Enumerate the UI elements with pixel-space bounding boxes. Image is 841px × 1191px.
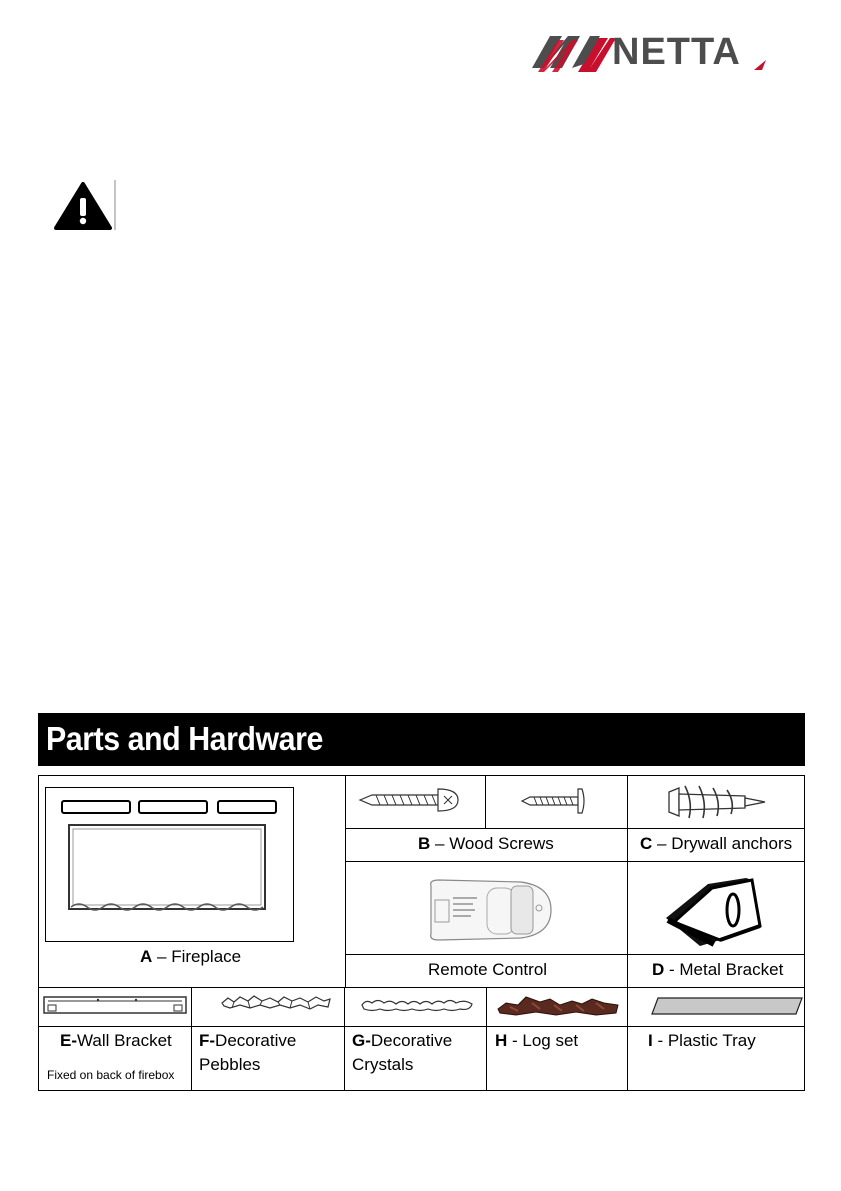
label-e-note: Fixed on back of firebox (47, 1068, 175, 1082)
part-name-c: Drywall anchors (671, 834, 793, 853)
part-sep-a: – (152, 947, 172, 966)
label-d (652, 959, 783, 981)
label-a (140, 946, 241, 968)
part-sep-i: - (652, 1031, 668, 1050)
section-title: Parts and Hardware (46, 720, 323, 757)
wood-screw-icon (520, 787, 595, 815)
part-letter-f: F- (199, 1031, 216, 1050)
part-letter-e: E- (60, 1031, 77, 1050)
crystals-icon (360, 995, 476, 1013)
remote-control-icon (425, 876, 555, 944)
part-sep-c: – (652, 834, 672, 853)
pebbles-icon (220, 993, 332, 1011)
part-name-d: Metal Bracket (679, 960, 784, 979)
label-f (199, 1030, 296, 1052)
label-remote: Remote Control (428, 960, 548, 979)
part-letter-c: C (640, 834, 653, 853)
part-name-h: Log set (522, 1031, 579, 1050)
section-header (38, 713, 805, 766)
part-letter-h: H (495, 1031, 508, 1050)
plastic-tray-icon (650, 994, 804, 1018)
label-c (640, 833, 792, 855)
part-sep-h: - (507, 1031, 523, 1050)
fireplace-icon (55, 797, 280, 917)
label-g (352, 1030, 452, 1052)
log-set-icon (496, 993, 620, 1017)
label-h (495, 1030, 578, 1052)
part-sep-d: - (664, 960, 680, 979)
brand-name: NETTA (612, 31, 741, 73)
label-f-line2: Pebbles (199, 1055, 261, 1074)
part-name-a: Fireplace (171, 947, 242, 966)
part-name-g: Decorative (370, 1031, 453, 1050)
wall-bracket-icon (42, 995, 188, 1017)
logo-accent (752, 58, 770, 72)
part-name-f: Decorative (215, 1031, 297, 1050)
label-e (60, 1030, 172, 1052)
part-name-e: Wall Bracket (77, 1031, 172, 1050)
label-i (648, 1030, 756, 1052)
part-name-b: Wood Screws (449, 834, 554, 853)
part-name-i: Plastic Tray (667, 1031, 756, 1050)
part-sep-b: – (430, 834, 450, 853)
part-letter-g: G- (352, 1031, 371, 1050)
label-b (418, 833, 554, 855)
part-letter-b: B (418, 834, 431, 853)
wood-screw-icon (358, 785, 468, 815)
metal-bracket-icon (660, 866, 772, 950)
warning-icon (52, 180, 116, 232)
drywall-anchor-icon (665, 780, 775, 824)
part-letter-a: A (140, 947, 153, 966)
part-letter-d: D (652, 960, 665, 979)
label-g-line2: Crystals (352, 1055, 414, 1074)
part-letter-i: I (648, 1031, 653, 1050)
